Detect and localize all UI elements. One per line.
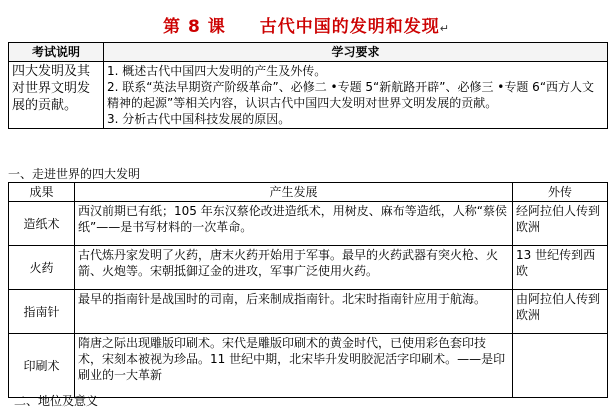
invention-name: 火药 — [9, 246, 75, 290]
table-header-row — [9, 43, 608, 62]
requirements-table — [8, 42, 608, 129]
invention-name: 造纸术 — [9, 202, 75, 246]
header-achievement: 成果 — [9, 183, 75, 202]
paragraph-mark-icon: ↵ — [439, 22, 450, 35]
inventions-table — [8, 182, 608, 398]
invention-name: 指南针 — [9, 290, 75, 334]
table-row — [9, 62, 608, 129]
section-heading-cut: 二、地位及意义 — [14, 394, 99, 408]
requirement-item: 1. 概述古代中国四大发明的产生及外传。 — [107, 64, 327, 78]
invention-spread — [513, 334, 608, 398]
requirement-item: 3. 分析古代中国科技发展的原因。 — [107, 112, 291, 126]
table-row — [9, 334, 608, 398]
requirements-cell — [104, 62, 608, 129]
lesson-title — [0, 12, 613, 37]
table-header-row — [9, 183, 608, 202]
lesson-topic: 古代中国的发明和发现 — [259, 17, 440, 37]
table-row — [9, 246, 608, 290]
requirement-item: 2. 联系“英法早期资产阶级革命”、必修二 •专题 5“新航路开辟”、必修三 •专题 6“西方人文精神的起源”等相关内容，认识古代中国四大发明对世界文明发展的贡献。 — [107, 80, 595, 110]
table-row — [9, 202, 608, 246]
header-development: 产生发展 — [75, 183, 513, 202]
section-heading: 一、走进世界的四大发明 — [8, 167, 141, 181]
invention-spread: 经阿拉伯人传到欧洲 — [513, 202, 608, 246]
invention-name: 印刷术 — [9, 334, 75, 398]
invention-development: 西汉前期已有纸；105 年东汉蔡伦改进造纸术，用树皮、麻布等造纸，人称“蔡侯纸”——是书写材料的一次革命。 — [75, 202, 513, 246]
invention-development: 古代炼丹家发明了火药，唐末火药开始用于军事。最早的火药武器有突火枪、火箭、火炮等。宋朝抵御辽金的进攻，军事广泛使用火药。 — [75, 246, 513, 290]
invention-spread: 由阿拉伯人传到欧洲 — [513, 290, 608, 334]
header-exam-note: 考试说明 — [9, 43, 104, 62]
invention-development: 最早的指南针是战国时的司南，后来制成指南针。北宋时指南针应用于航海。 — [75, 290, 513, 334]
invention-development: 隋唐之际出现雕版印刷术。宋代是雕版印刷术的黄金时代，已使用彩色套印技术，宋刻本被视为珍品。11 世纪中期，北宋毕升发明胶泥活字印刷术。——是印刷业的一大革新 — [75, 334, 513, 398]
header-requirements: 学习要求 — [104, 43, 608, 62]
invention-spread: 13 世纪传到西欧 — [513, 246, 608, 290]
header-spread: 外传 — [513, 183, 608, 202]
exam-note-cell: 四大发明及其对世界文明发展的贡献。 — [9, 62, 104, 129]
table-row — [9, 290, 608, 334]
lesson-number: 第 8 课 — [163, 17, 226, 37]
